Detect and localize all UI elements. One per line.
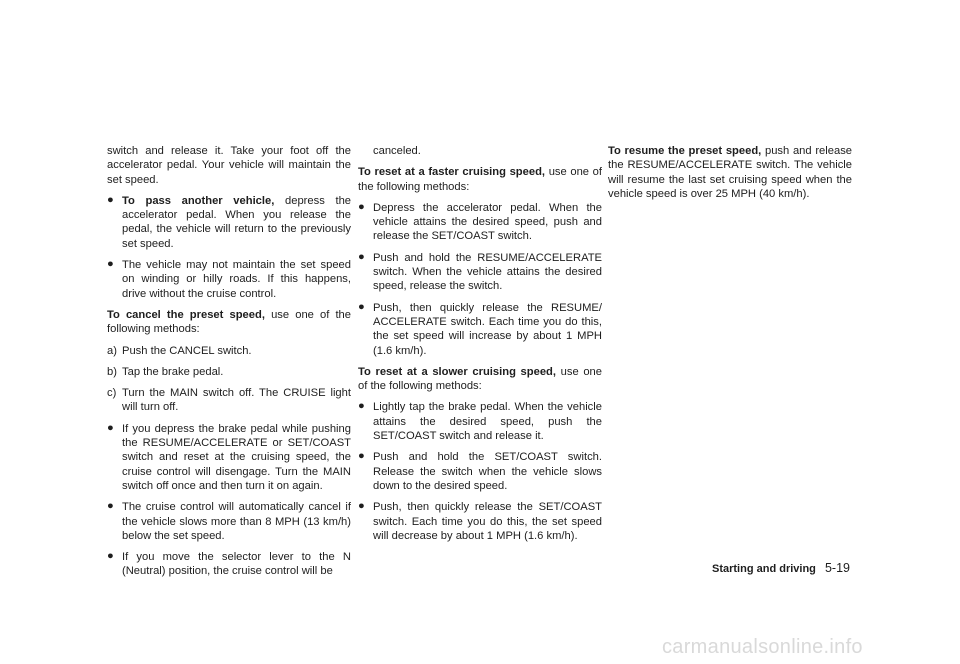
bullet-faster-2 [358, 251, 602, 294]
slower-heading: To reset at a slower cruising speed, [358, 365, 556, 378]
resume-text: push and release the RESUME/ACCELERATE switch. The vehicle will resume the last set cruising speed when the vehicle speed is over 25 MPH (40 km/h). [608, 145, 853, 200]
bullet-icon: ● [107, 193, 114, 206]
bullet-text: Push and hold the SET/COAST switch. Release the switch when the vehicle slows down to the desired speed. [373, 451, 602, 492]
faster-text: use one of the following methods: [358, 166, 603, 193]
bullet-text: Push and hold the RESUME/ACCELERATE switch. When the vehicle attains the desired speed, release the switch. [373, 251, 602, 293]
item-label: c) [107, 387, 117, 400]
page-number: 5-19 [824, 561, 850, 575]
footer-section-title: Starting and driving [712, 563, 816, 575]
bullet-slower-2 [358, 450, 602, 493]
list-item-a [107, 344, 351, 358]
item-label: a) [107, 344, 117, 357]
bullet-text: Depress the accelerator pedal. When the vehicle attains the desired speed, push and release the SET/COAST switch. [373, 201, 602, 243]
bullet-winding-roads [107, 258, 351, 301]
continued-text: canceled. [373, 145, 421, 157]
bullet-heading: To pass another vehicle, [122, 194, 275, 207]
page-footer [712, 561, 872, 576]
bullet-faster-1 [358, 201, 602, 244]
bullet-icon: ● [358, 250, 365, 263]
resume-heading: To resume the preset speed, [608, 145, 762, 157]
slower-heading-paragraph [358, 365, 602, 394]
bullet-text: Push, then quickly release the RESUME/ ACCELERATE switch. Each time you do this, the set speed will increase by about 1 MPH (1.6 km/h). [373, 301, 602, 357]
bullet-text: The cruise control will automatically cancel if the vehicle slows more than 8 MPH (13 km/h) below the set speed. [122, 501, 351, 542]
item-text: Push the CANCEL switch. [122, 344, 252, 357]
bullet-brake-disengage [107, 422, 351, 493]
watermark: carmanualsonline.info [662, 636, 863, 658]
bullet-text: Lightly tap the brake pedal. When the vehicle attains the desired speed, push the SET/COAST switch and release it. [373, 401, 602, 443]
column-1 [107, 144, 351, 579]
cancel-text: use one of the following methods: [107, 308, 351, 336]
bullet-pass-vehicle [107, 194, 351, 251]
list-item-b [107, 365, 351, 379]
bullet-faster-3 [358, 301, 602, 358]
cancel-heading-paragraph [107, 308, 351, 337]
bullet-text: Push, then quickly release the SET/COAST switch. Each time you do this, the set speed will decrease by about 1 MPH (1.6 km/h). [373, 501, 602, 542]
item-label: b) [107, 365, 117, 378]
bullet-text: If you move the selector lever to the N (Neutral) position, the cruise control will be [122, 551, 351, 578]
resume-paragraph [608, 144, 852, 201]
bullet-auto-cancel [107, 500, 351, 543]
bullet-icon: ● [107, 258, 114, 271]
bullet-icon: ● [358, 200, 365, 213]
bullet-text: The vehicle may not maintain the set speed on winding or hilly roads. If this happens, drive without the cruise control. [122, 259, 351, 300]
bullet-icon: ● [107, 500, 114, 513]
bullet-text: If you depress the brake pedal while pushing the RESUME/ACCELERATE or SET/COAST switch and reset at the cruising speed, the cruise control will disengage. Turn the MAIN switch off once and then turn it on again. [122, 422, 351, 492]
intro-paragraph: switch and release it. Take your foot off the accelerator pedal. Your vehicle will maintain the set speed. [107, 145, 351, 186]
bullet-neutral [107, 550, 351, 579]
item-text: Tap the brake pedal. [122, 365, 224, 378]
slower-text: use one of the following methods: [358, 365, 603, 393]
cancel-heading: To cancel the preset speed, [107, 308, 265, 321]
faster-heading: To reset at a faster cruising speed, [358, 166, 546, 179]
bullet-slower-3 [358, 500, 602, 543]
bullet-icon: ● [358, 450, 365, 463]
bullet-icon: ● [107, 550, 114, 563]
bullet-icon: ● [358, 400, 365, 413]
column-3 [608, 144, 852, 201]
bullet-text: depress the accelerator pedal. When you release the pedal, the vehicle will return to the previously set speed. [122, 194, 352, 250]
bullet-icon: ● [358, 500, 365, 513]
list-item-c [107, 386, 351, 415]
bullet-icon: ● [358, 300, 365, 313]
item-text: Turn the MAIN switch off. The CRUISE light will turn off. [122, 387, 351, 414]
faster-heading-paragraph [358, 165, 602, 194]
bullet-slower-1 [358, 400, 602, 443]
bullet-icon: ● [107, 421, 114, 434]
column-2 [358, 144, 602, 543]
